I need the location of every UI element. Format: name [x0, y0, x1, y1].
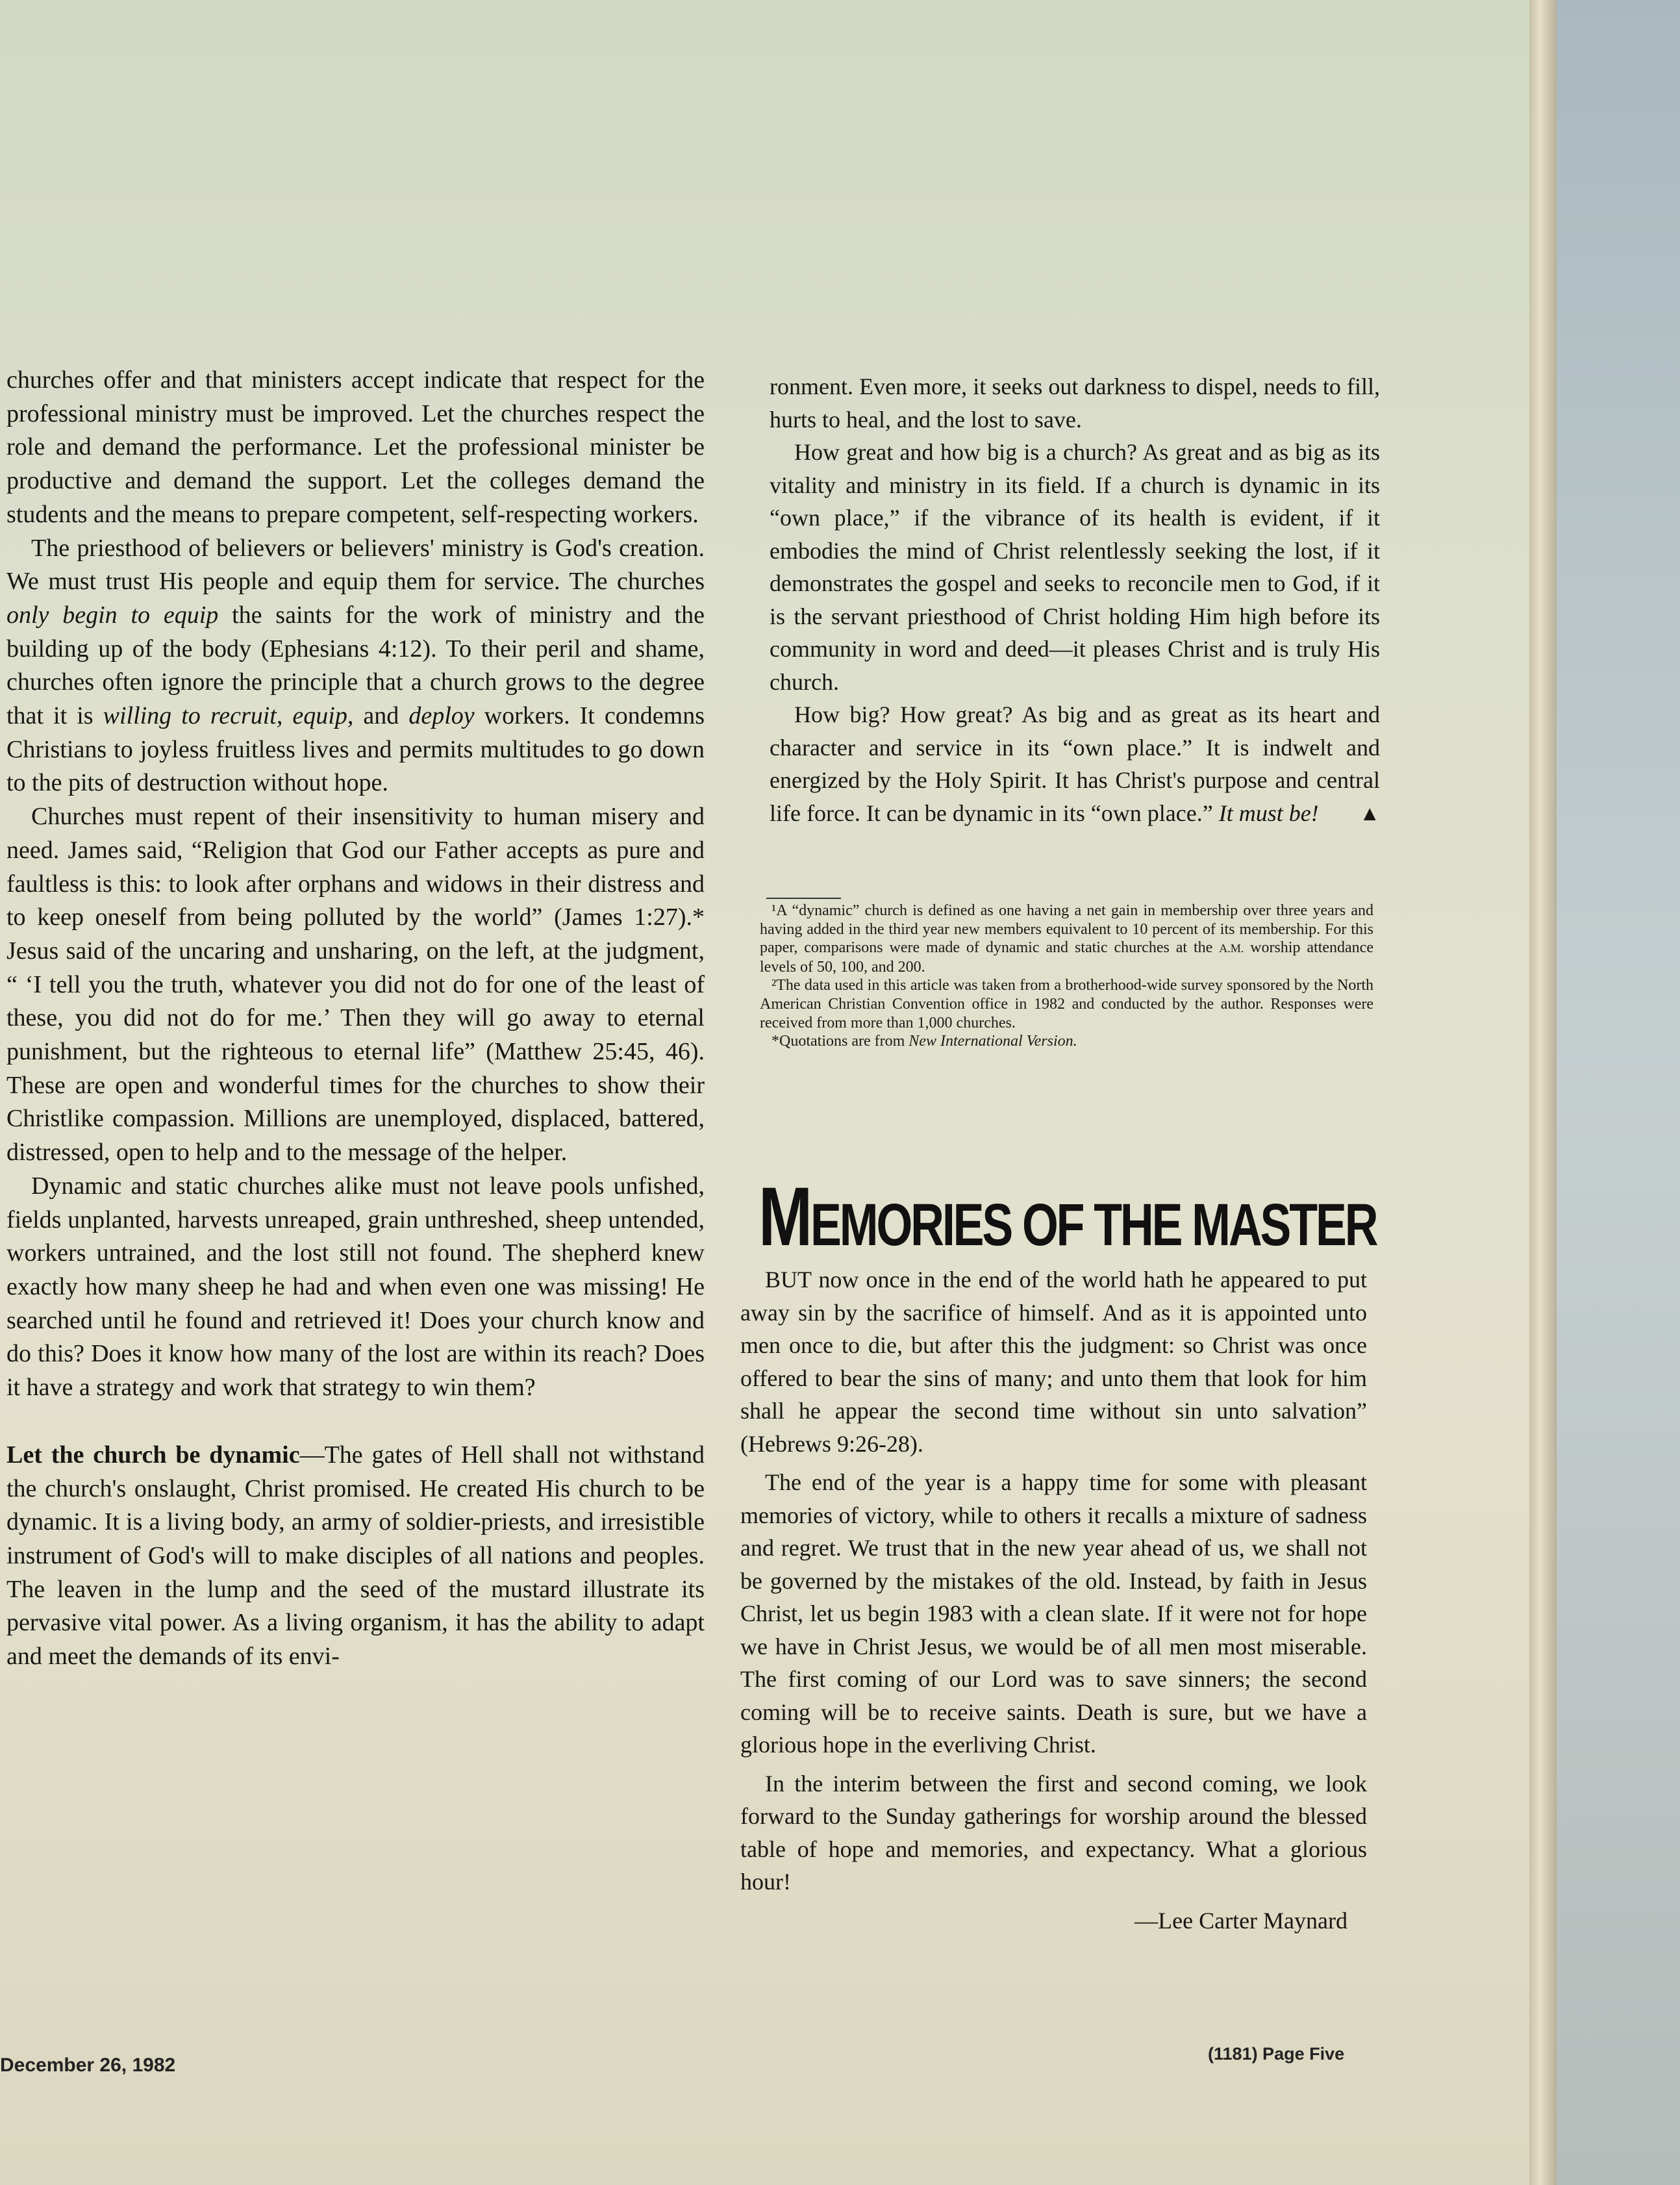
emphasis: It must be!	[1218, 800, 1319, 826]
footnote: *Quotations are from New International Version.	[771, 1033, 1077, 1050]
end-of-article-icon: ▲	[1359, 801, 1380, 825]
page-number: (1181) Page Five	[1208, 2044, 1345, 2064]
right-article-column	[770, 370, 1380, 829]
footnote-rule	[766, 898, 841, 899]
page-stack-edge	[1529, 0, 1557, 2185]
footnotes	[760, 902, 1373, 1051]
emphasis: only begin to equip	[6, 601, 219, 629]
author-signature: —Lee Carter Maynard	[1135, 1907, 1348, 1934]
article-paragraph: How great and how big is a church? As great and as big as its vitality and ministry in its field. If a church is dynamic in its “own place,” if the vibrance of its health is evident, if it embodies the mind of Christ relentlessly seeking the lost, if it demonstrates the gospel and seeks to reconcile men to God, if it is the servant priesthood of Christ holding Him high before its community in word and deed—it pleases Christ and is truly His church.	[770, 439, 1380, 695]
article-paragraph: BUT now once in the end of the world hath he appeared to put away sin by the sacrifice of himself. And as it is appointed unto men once to die, but after this the judgment: so Christ was once offered to bear the sins of many; and unto them that look for him shall he appear the second time without sin unto salvation” (Hebrews 9:26-28).	[740, 1267, 1367, 1457]
article-paragraph: Let the church be dynamic—The gates of Hell shall not withstand the church's onslaught, Christ promised. He created His church to be dynamic. It is a living body, an army of soldier-priests, and irresistible instrument of God's will to make disciples of all nations and peoples. The leaven in the lump and the seed of the mustard illustrate its pervasive vital power. As a living organism, it has the ability to adapt and meet the demands of its envi-	[6, 1441, 705, 1671]
left-article-column	[6, 364, 705, 1674]
article-paragraph: ronment. Even more, it seeks out darkness to dispel, needs to fill, hurts to heal, and the lost to save.	[770, 373, 1380, 433]
issue-date: December 26, 1982	[0, 2054, 176, 2076]
emphasis: deploy	[408, 702, 475, 730]
memories-title: MEMORIES OF THE MASTER	[759, 1170, 1377, 1263]
article-paragraph: How big? How great? As big and as great as its heart and character and service in its “own place.” It is indwelt and energized by the Holy Spirit. It has Christ's purpose and central life force. It can be dynamic in its “own place.” It must be! ▲	[770, 698, 1380, 829]
footnote: ²The data used in this article was taken from a brotherhood-wide survey sponsored by the North American Christian Convention office in 1982 and conducted by the author. Responses were received from more than 1,000 churches.	[760, 977, 1373, 1031]
article-paragraph: The end of the year is a happy time for some with pleasant memories of victory, while to others it recalls a mixture of sadness and regret. We trust that in the new year ahead of us, we shall not be governed by the mistakes of the old. Instead, by faith in Jesus Christ, let us begin 1983 with a clean slate. If it were not for hope we have in Christ Jesus, we would be of all men most miserable. The first coming of our Lord was to save sinners; the second coming will be to receive saints. Death is sure, but we have a glorious hope in the everliving Christ.	[740, 1469, 1367, 1758]
run-in-heading: Let the church be dynamic	[6, 1441, 300, 1469]
article-paragraph: Churches must repent of their insensitivity to human misery and need. James said, “Religion that God our Father accepts as pure and faultless is this: to look after orphans and widows in their distress and to keep oneself from being polluted by the world” (James 1:27).* Jesus said of the uncaring and unsharing, on the left, at the judgment, “ ‘I tell you the truth, whatever you did not do for one of the least of these, you did not do for me.’ Then they will go away to eternal punishment, but the righteous to eternal life” (Matthew 25:45, 46). These are open and wonderful times for the churches to show their Christlike compassion. Millions are unemployed, displaced, battered, distressed, open to help and to the message of the helper.	[6, 803, 705, 1167]
background-surface	[1557, 0, 1680, 2185]
article-paragraph: The priesthood of believers or believers' ministry is God's creation. We must trust His people and equip them for service. The churches only begin to equip the saints for the work of ministry and the building up of the body (Ephesians 4:12). To their peril and shame, churches often ignore the principle that a church grows to the degree that it is willing to recruit, equip, and deploy workers. It condemns Christians to joyless fruitless lives and permits multitudes to go down to the pits of destruction without hope.	[6, 534, 705, 797]
article-paragraph: Dynamic and static churches alike must not leave pools unfished, fields unplanted, harvests unreaped, grain unthreshed, sheep untended, workers untrained, and the lost still not found. The shepherd knew exactly how many sheep he had and when even one was missing! He searched until he found and retrieved it! Does your church know and do this? Does it know how many of the lost are within its reach? Does it have a strategy and work that strategy to win them?	[6, 1172, 705, 1402]
memories-article	[740, 1263, 1367, 1943]
article-paragraph: churches offer and that ministers accept indicate that respect for the professional ministry must be improved. Let the churches respect the role and demand the performance. Let the professional minister be productive and demand the support. Let the colleges demand the students and the means to prepare competent, self-respecting workers.	[6, 366, 705, 528]
emphasis: willing to recruit, equip,	[103, 702, 354, 730]
article-paragraph: In the interim between the first and second coming, we look forward to the Sunday gatherings for worship around the blessed table of hope and memories, and expectancy. What a glorious hour!	[740, 1770, 1367, 1895]
footnote: ¹A “dynamic” church is defined as one having a net gain in membership over three years and having added in the third year new members equivalent to 10 percent of its membership. For this paper, comparisons were made of dynamic and static churches at the A.M. worship attendance levels of 50, 100, and 200.	[760, 902, 1373, 976]
